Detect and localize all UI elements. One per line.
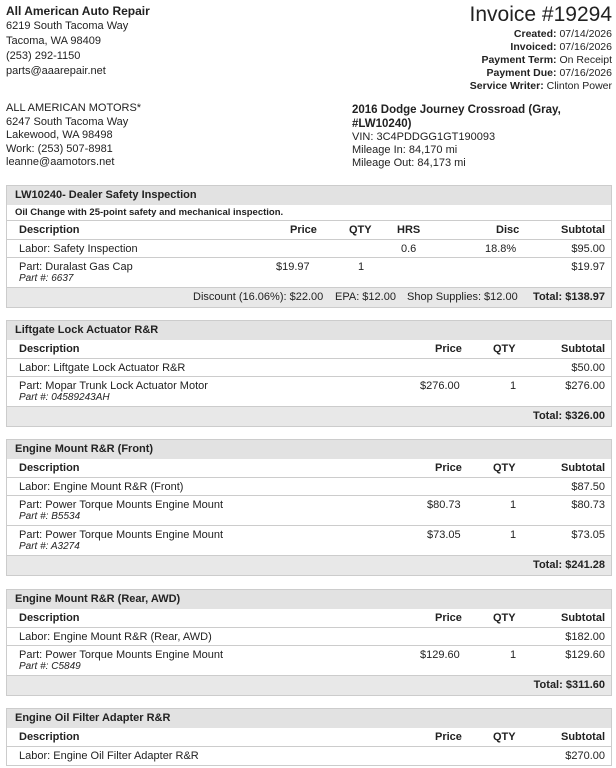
col-price: Price: [290, 224, 317, 236]
table-row: [7, 496, 611, 526]
table-row: [7, 377, 611, 407]
col-subtotal: Subtotal: [561, 462, 605, 474]
job-section-engine-mount-rear: [6, 589, 612, 696]
job-section-liftgate-actuator: [6, 320, 612, 427]
row-description: Part: Power Torque Mounts Engine Mount: [19, 499, 224, 511]
job-epa: EPA: $12.00: [335, 291, 396, 303]
col-qty: QTY: [493, 462, 516, 474]
job-description: Oil Change with 25-point safety and mechanical inspection.: [7, 205, 611, 221]
job-total: Total: $241.28: [533, 559, 605, 571]
row-subtotal: $276.00: [565, 380, 605, 392]
vehicle-info: [352, 103, 561, 170]
row-description: Labor: Safety Inspection: [19, 243, 138, 255]
table-row: [7, 240, 611, 258]
col-description: Description: [19, 462, 80, 474]
table-header: [7, 221, 611, 240]
row-disc: 18.8%: [485, 243, 517, 255]
vehicle-mileage-in: Mileage In: 84,170 mi: [352, 144, 458, 156]
row-price: $73.05: [427, 529, 461, 541]
row-price: $276.00: [420, 380, 460, 392]
row-qty: 1: [510, 529, 517, 541]
table-header: [7, 728, 611, 747]
job-discount: Discount (16.06%): $22.00: [193, 291, 324, 303]
col-description: Description: [19, 612, 80, 624]
row-subtotal: $80.73: [571, 499, 605, 511]
col-qty: QTY: [493, 612, 516, 624]
row-price: $80.73: [427, 499, 461, 511]
row-qty: 1: [358, 261, 365, 273]
col-qty: QTY: [493, 343, 516, 355]
shop-address-line1: 6219 South Tacoma Way: [6, 20, 129, 32]
row-subtotal: $73.05: [571, 529, 605, 541]
row-qty: 1: [510, 380, 517, 392]
row-part-number: Part #: B5534: [19, 511, 81, 522]
job-section-oil-filter-adapter: [6, 708, 612, 766]
row-subtotal: $95.00: [571, 243, 605, 255]
invoice-number: Invoice #19294: [469, 3, 612, 26]
row-subtotal: $19.97: [571, 261, 605, 273]
col-qty: QTY: [493, 731, 516, 743]
row-part-number: Part #: C5849: [19, 661, 81, 672]
vehicle-mileage-out: Mileage Out: 84,173 mi: [352, 157, 466, 169]
shop-name: All American Auto Repair: [6, 4, 150, 18]
job-title: LW10240- Dealer Safety Inspection: [7, 186, 611, 205]
invoice-invoiced: Invoiced: 07/16/2026: [510, 41, 612, 53]
table-row: [7, 646, 611, 676]
table-header: [7, 459, 611, 478]
col-price: Price: [435, 731, 462, 743]
row-description: Labor: Engine Mount R&R (Front): [19, 481, 184, 493]
row-description: Part: Power Torque Mounts Engine Mount: [19, 649, 224, 661]
row-description: Part: Mopar Trunk Lock Actuator Motor: [19, 380, 208, 392]
customer-email[interactable]: leanne@aamotors.net: [6, 156, 115, 168]
customer-address-line2: Lakewood, WA 98498: [6, 129, 113, 141]
job-footer: [7, 556, 611, 575]
row-subtotal: $87.50: [571, 481, 605, 493]
col-hrs: HRS: [397, 224, 421, 236]
invoice-created: Created: 07/14/2026: [513, 28, 612, 40]
row-qty: 1: [510, 649, 517, 661]
shop-address-line2: Tacoma, WA 98409: [6, 35, 101, 47]
row-hrs: 0.6: [401, 243, 417, 255]
row-description: Labor: Liftgate Lock Actuator R&R: [19, 362, 186, 374]
job-footer: [7, 676, 611, 695]
col-description: Description: [19, 343, 80, 355]
job-footer: [7, 407, 611, 426]
row-price: $129.60: [420, 649, 460, 661]
col-subtotal: Subtotal: [561, 731, 605, 743]
row-subtotal: $50.00: [571, 362, 605, 374]
invoice-payment-due: Payment Due: 07/16/2026: [486, 67, 612, 79]
invoice-info: [470, 2, 612, 93]
customer-name: ALL AMERICAN MOTORS*: [6, 102, 142, 114]
row-description: Labor: Engine Oil Filter Adapter R&R: [19, 750, 199, 762]
shop-info: [6, 4, 150, 79]
job-total: Total: $138.97: [533, 291, 605, 303]
shop-phone: (253) 292-1150: [6, 50, 81, 62]
job-total: Total: $326.00: [533, 410, 605, 422]
job-section-safety-inspection: [6, 185, 612, 308]
row-subtotal: $270.00: [565, 750, 605, 762]
job-title: Liftgate Lock Actuator R&R: [7, 321, 611, 340]
job-title: Engine Mount R&R (Front): [7, 440, 611, 459]
job-title: Engine Mount R&R (Rear, AWD): [7, 590, 611, 609]
table-row: [7, 478, 611, 496]
vehicle-title-line1: 2016 Dodge Journey Crossroad (Gray,: [352, 104, 561, 116]
customer-address-line1: 6247 South Tacoma Way: [6, 115, 129, 128]
invoice-payment-term: Payment Term: On Receipt: [481, 54, 612, 66]
col-subtotal: Subtotal: [561, 224, 605, 236]
col-price: Price: [435, 343, 462, 355]
job-total: Total: $311.60: [533, 679, 605, 691]
job-title: Engine Oil Filter Adapter R&R: [7, 709, 611, 728]
shop-email[interactable]: parts@aaarepair.net: [6, 65, 106, 77]
table-header: [7, 340, 611, 359]
col-disc: Disc: [496, 224, 520, 236]
col-description: Description: [19, 224, 80, 236]
table-row: [7, 359, 611, 377]
col-price: Price: [435, 462, 462, 474]
invoice-service-writer: Service Writer: Clinton Power: [469, 80, 612, 92]
table-row: [7, 628, 611, 646]
row-description: Part: Duralast Gas Cap: [19, 261, 133, 273]
vehicle-vin: VIN: 3C4PDDGG1GT190093: [352, 131, 496, 143]
col-subtotal: Subtotal: [561, 343, 605, 355]
col-price: Price: [435, 612, 462, 624]
row-part-number: Part #: 04589243AH: [19, 392, 110, 403]
job-shop-supplies: Shop Supplies: $12.00: [407, 291, 518, 303]
customer-info: [6, 102, 141, 170]
row-part-number: Part #: 6637: [19, 273, 74, 284]
col-qty: QTY: [349, 224, 372, 236]
row-part-number: Part #: A3274: [19, 541, 80, 552]
row-subtotal: $182.00: [565, 631, 605, 643]
row-price: $19.97: [276, 261, 310, 273]
table-row: [7, 526, 611, 556]
customer-work-phone: Work: (253) 507-8981: [6, 142, 113, 155]
job-footer: [7, 288, 611, 307]
col-description: Description: [19, 731, 80, 743]
vehicle-title-line2: #LW10240): [352, 118, 412, 130]
row-description: Labor: Engine Mount R&R (Rear, AWD): [19, 631, 212, 643]
table-row: [7, 258, 611, 288]
table-row: [7, 747, 611, 765]
table-header: [7, 609, 611, 628]
row-subtotal: $129.60: [565, 649, 605, 661]
row-description: Part: Power Torque Mounts Engine Mount: [19, 529, 224, 541]
col-subtotal: Subtotal: [561, 612, 605, 624]
job-section-engine-mount-front: [6, 439, 612, 576]
row-qty: 1: [510, 499, 517, 511]
